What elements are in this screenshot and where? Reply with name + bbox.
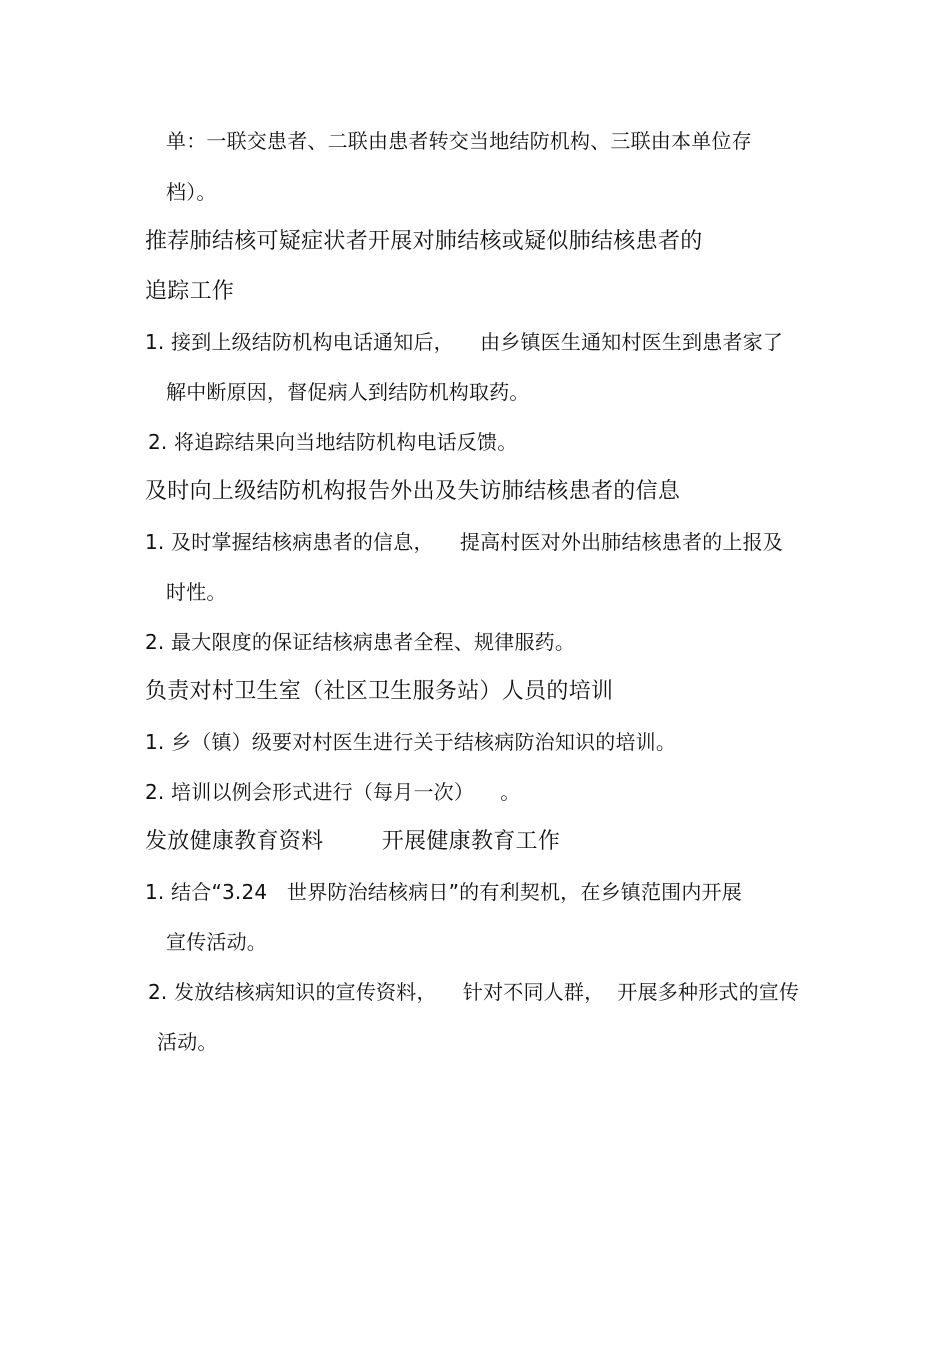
tracking-item-1-line-2: 解中断原因，督促病人到结防机构取药。	[166, 380, 530, 404]
continuation-line-1: 单：一联交患者、二联由患者转交当地结防机构、三联由本单位存	[166, 129, 752, 153]
section-heading-reporting: 及时向上级结防机构报告外出及失访肺结核患者的信息	[145, 479, 681, 504]
education-item-1-line-1: 1. 结合“3.24 世界防治结核病日”的有利契机，在乡镇范围内开展	[145, 880, 742, 904]
tracking-item-1-line-1: 1. 接到上级结防机构电话通知后， 由乡镇医生通知村医生到患者家了	[145, 330, 784, 354]
tracking-item-2: 2. 将追踪结果向当地结防机构电话反馈。	[148, 430, 518, 454]
continuation-line-2: 档）。	[166, 180, 217, 204]
training-item-2: 2. 培训以例会形式进行（每月一次） 。	[145, 780, 521, 804]
education-item-2-line-2: 活动。	[157, 1030, 218, 1054]
section-heading-tracking-line-2: 追踪工作	[145, 279, 235, 304]
section-heading-training: 负责对村卫生室（社区卫生服务站）人员的培训	[145, 679, 614, 704]
section-heading-health-education: 发放健康教育资料 开展健康教育工作	[145, 829, 561, 854]
section-heading-tracking-line-1: 推荐肺结核可疑症状者开展对肺结核或疑似肺结核患者的	[145, 229, 703, 254]
reporting-item-1-line-1: 1. 及时掌握结核病患者的信息， 提高村医对外出肺结核患者的上报及	[145, 530, 784, 554]
education-item-1-line-2: 宣传活动。	[166, 930, 267, 954]
training-item-1: 1. 乡（镇）级要对村医生进行关于结核病防治知识的培训。	[145, 730, 677, 754]
reporting-item-2: 2. 最大限度的保证结核病患者全程、规律服药。	[145, 630, 576, 654]
reporting-item-1-line-2: 时性。	[166, 580, 227, 604]
education-item-2-line-1: 2. 发放结核病知识的宣传资料， 针对不同人群， 开展多种形式的宣传	[148, 980, 800, 1004]
